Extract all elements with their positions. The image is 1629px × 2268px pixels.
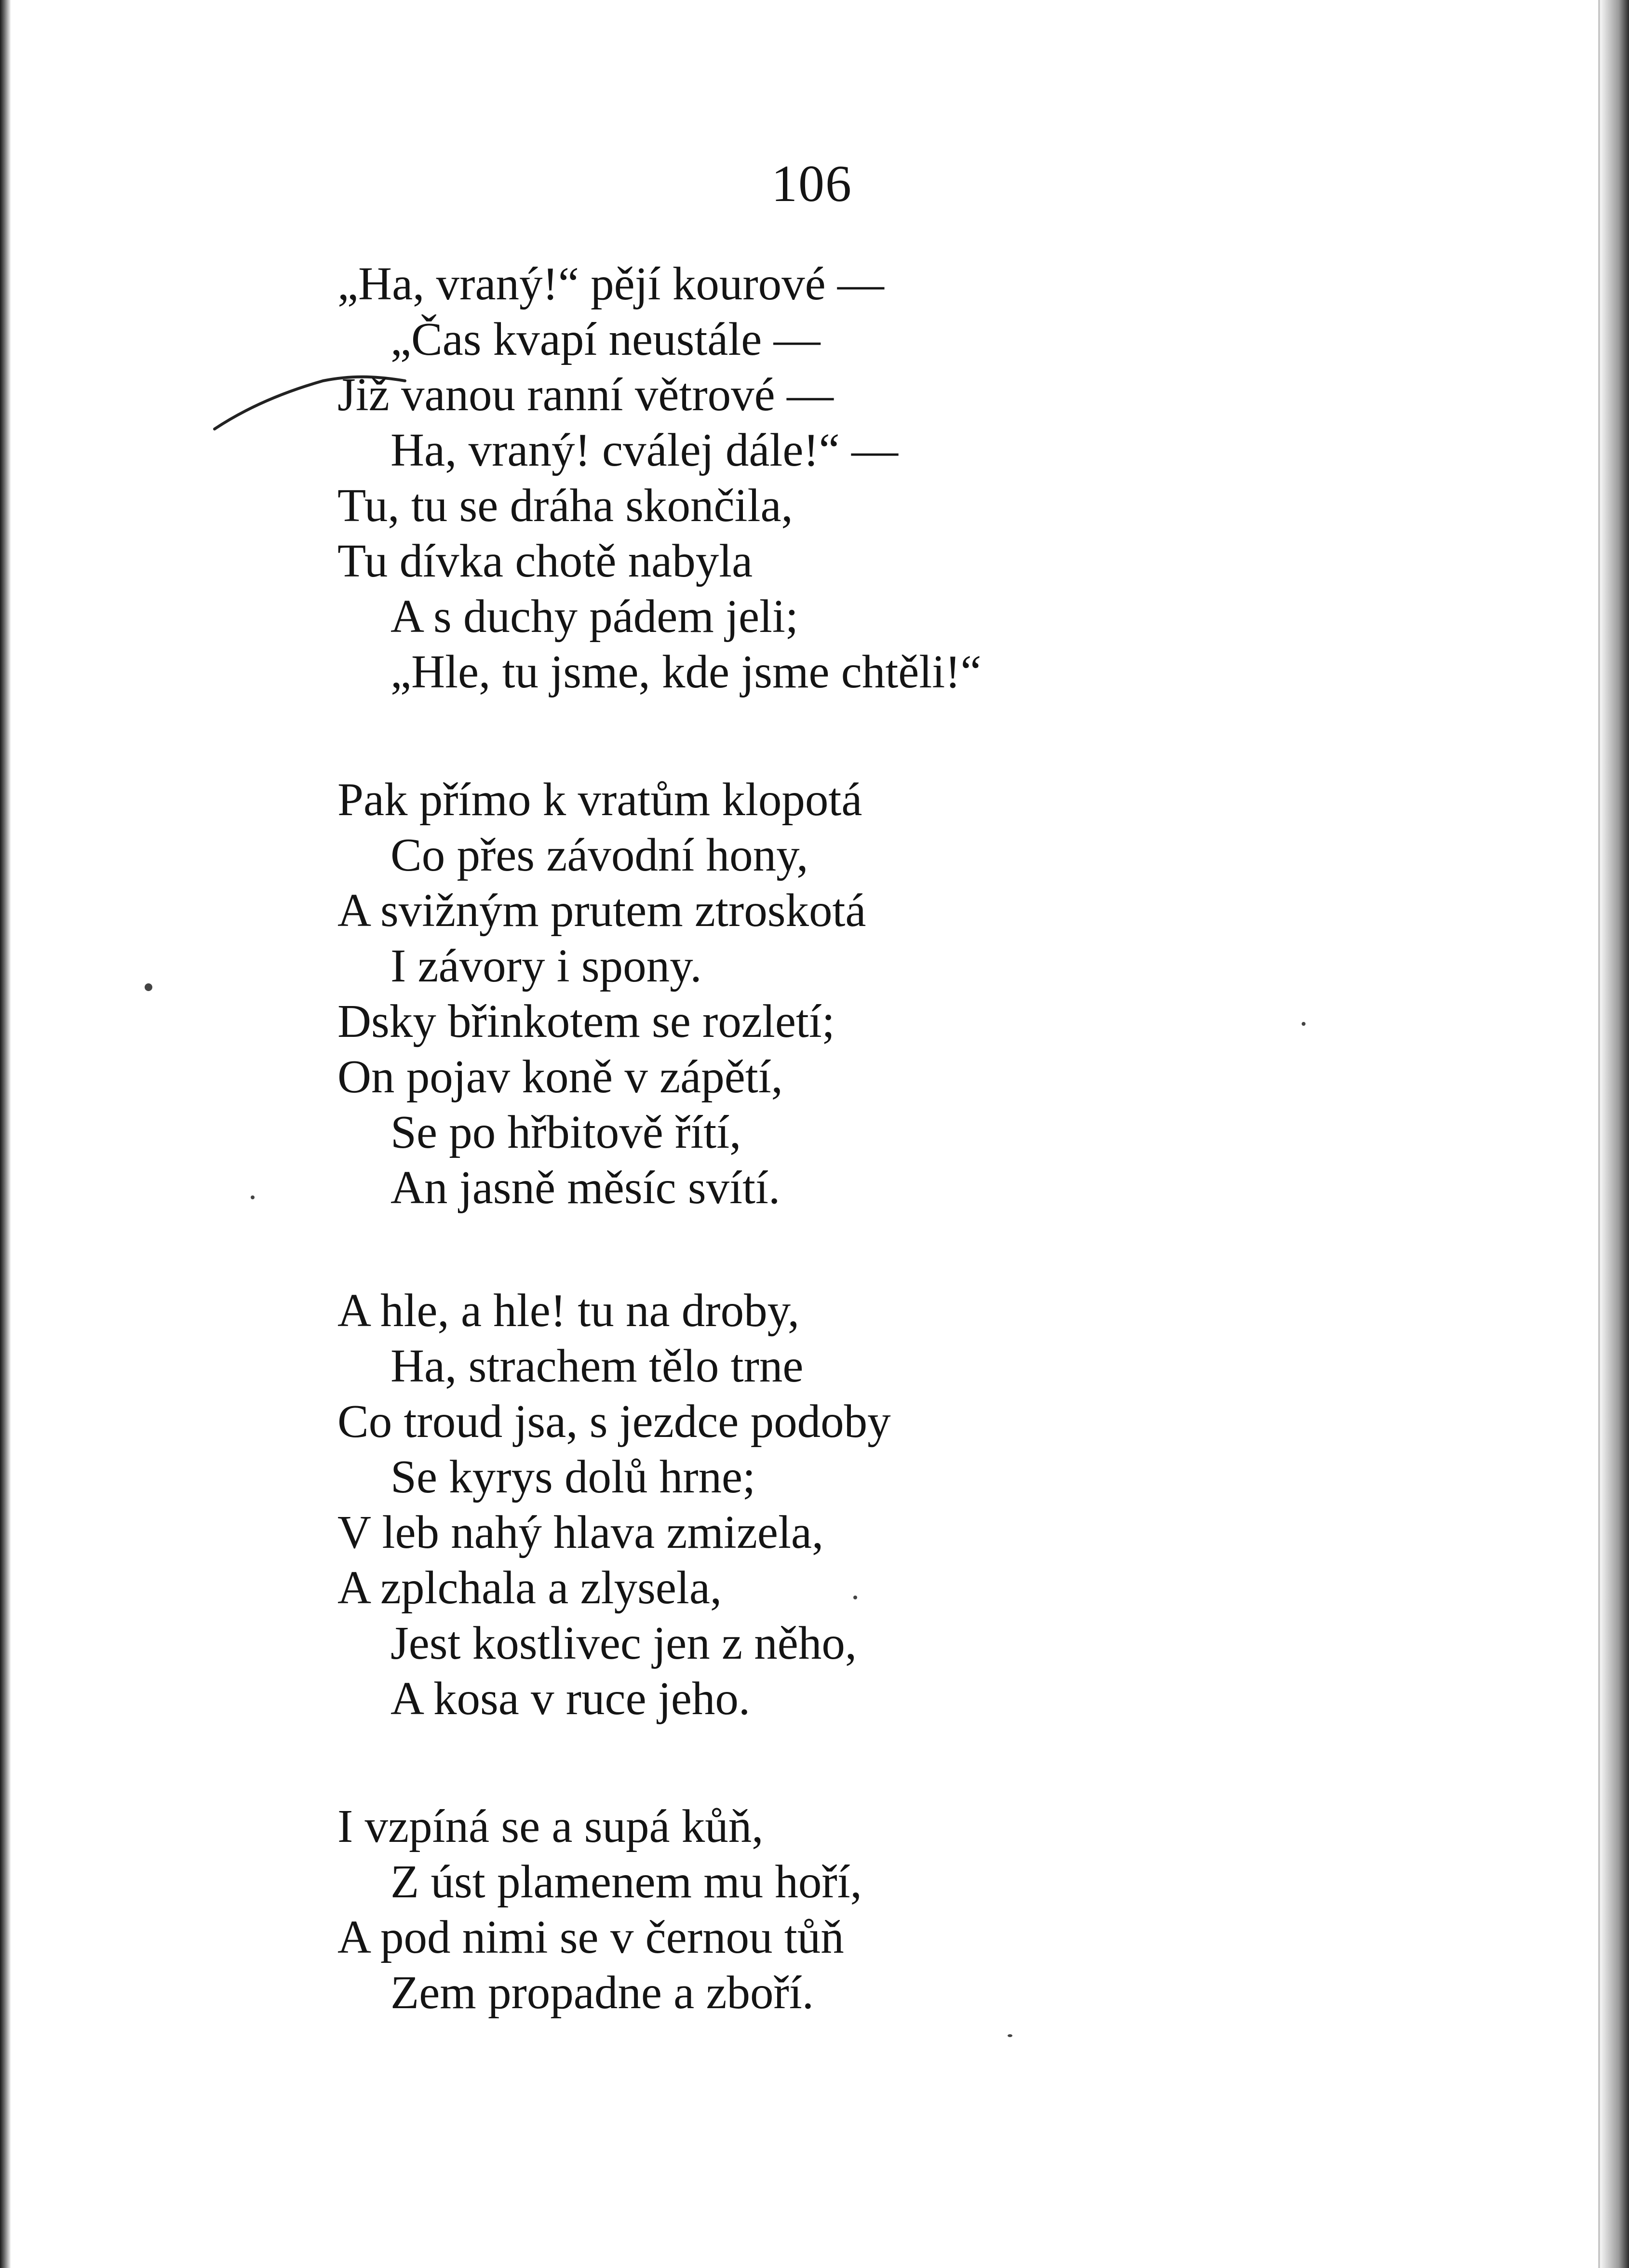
ink-speck: [251, 1195, 255, 1199]
poem-line: On pojav koně v zápětí,: [337, 1051, 783, 1102]
poem-line: Ha, strachem tělo trne: [390, 1340, 804, 1392]
ink-speck: [1302, 1022, 1306, 1026]
page-number: 106: [771, 155, 852, 213]
poem-line: Co troud jsa, s jezdce podoby: [337, 1396, 891, 1447]
poem-line: Již vanou ranní větrové —: [337, 369, 834, 420]
poem-line: Pak přímo k vratům klopotá: [337, 774, 862, 825]
poem-line: Se po hřbitově řítí,: [390, 1106, 741, 1158]
poem-line: Co přes závodní hony,: [390, 829, 808, 881]
ink-speck: [853, 1596, 857, 1599]
poem-line: A zplchala a zlysela,: [337, 1562, 722, 1613]
poem-line: Tu dívka chotě nabyla: [337, 535, 753, 587]
poem-line: Zem propadne a zboří.: [390, 1967, 814, 2018]
poem-line: V leb nahý hlava zmizela,: [337, 1506, 824, 1558]
page-edge-left: [0, 0, 11, 2268]
poem-line: „Hle, tu jsme, kde jsme chtěli!“: [390, 646, 982, 698]
poem-line: Z úst plamenem mu hoří,: [390, 1856, 862, 1907]
poem-line: Se kyrys dolů hrne;: [390, 1451, 756, 1503]
poem-line: A hle, a hle! tu na droby,: [337, 1285, 800, 1336]
poem-line: A pod nimi se v černou tůň: [337, 1911, 844, 1963]
poem-line: A kosa v ruce jeho.: [390, 1673, 751, 1724]
poem-line: Dsky břinkotem se rozletí;: [337, 995, 835, 1047]
poem-line: Ha, vraný! cválej dále!“ —: [390, 424, 898, 476]
ink-speck: [145, 983, 152, 991]
poem-line: Jest kostlivec jen z něho,: [390, 1617, 857, 1669]
page-edge-right: [1600, 0, 1629, 2268]
poem-line: „Ha, vraný!“ pějí kourové —: [337, 258, 884, 309]
poem-line: I závory i spony.: [390, 940, 702, 992]
page-edge-right-line: [1598, 0, 1600, 2268]
poem-line: A s duchy pádem jeli;: [390, 590, 798, 642]
poem-line: Tu, tu se dráha skončila,: [337, 480, 793, 531]
poem-line: An jasně měsíc svítí.: [390, 1162, 781, 1213]
ink-speck: [1008, 2034, 1012, 2037]
poem-line: „Čas kvapí neustále —: [390, 313, 821, 365]
poem-line: I vzpíná se a supá kůň,: [337, 1800, 764, 1852]
poem-line: A svižným prutem ztroskotá: [337, 885, 866, 936]
